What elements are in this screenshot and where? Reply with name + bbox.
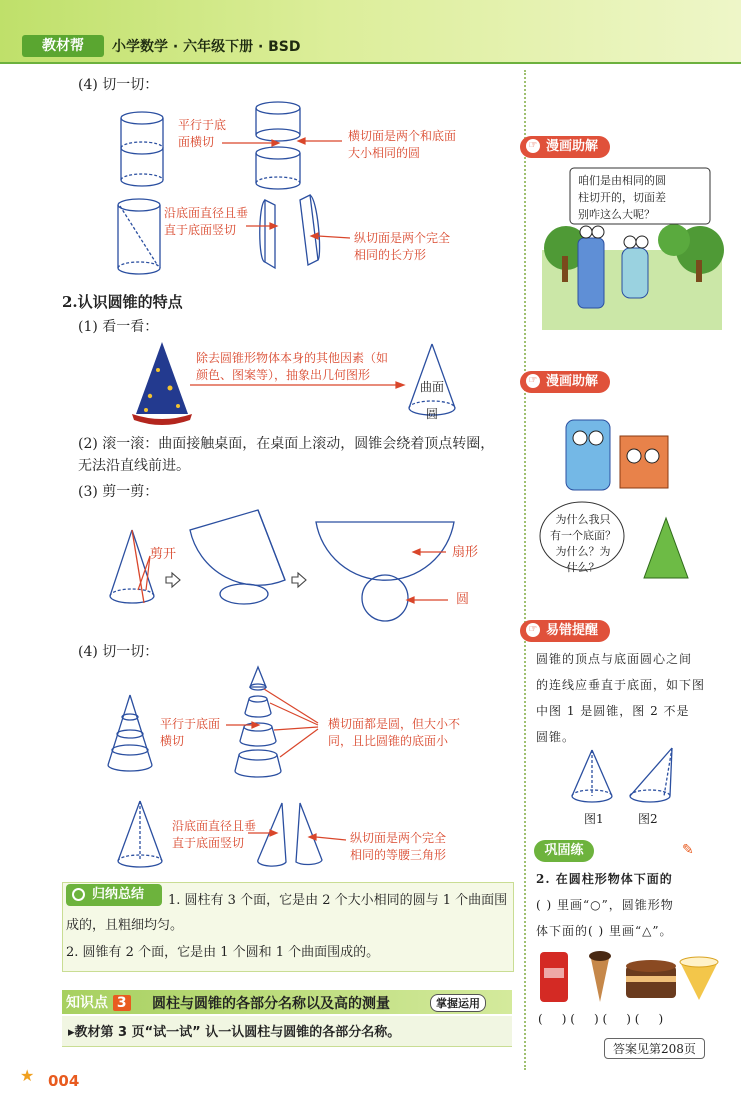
hand-icon: ☞	[526, 374, 540, 388]
header-title: 小学数学 · 六年级下册 · BSD	[112, 39, 301, 55]
comic1-tag: ☞ 漫画助解	[520, 136, 610, 158]
cut1-horizontal-result: 横切面是两个和底面 大小相同的圆	[348, 129, 457, 160]
comic1-bubble: 咱们是由相同的圆 柱切开的，切面差 别咋这么大呢？	[578, 174, 666, 221]
cone-net-diagram	[0, 500, 520, 635]
comic2-bubble: 为什么我只 有一个底面？ 为什么？为 什么？	[550, 513, 616, 574]
star-icon: ★	[20, 1066, 35, 1085]
answer-ref: 答案见第208页	[604, 1038, 705, 1059]
comic2-tag: ☞ 漫画助解	[520, 371, 610, 393]
look-label-circle: 圆	[426, 407, 439, 421]
summary-tag: 归纳总结	[66, 884, 162, 906]
section2-title: 2.认识圆锥的特点	[62, 293, 183, 311]
look-note: 除去圆锥形物体本身的其他因素（如 颜色、图案等），抽象出几何图形	[196, 351, 389, 382]
hand-icon: ☞	[526, 623, 540, 637]
cut-open-label: 剪开	[150, 547, 177, 562]
knowledge-point-badge: 掌握运用	[430, 994, 486, 1012]
summary-line2: 2. 圆锥有 2 个面，它是由 1 个圆和 1 个曲面围成的。	[66, 945, 380, 960]
cut2-heading: (4) 切一切：	[78, 644, 159, 660]
cut2-horizontal-result: 横切面都是圆，但大小不 同，且比圆锥的底面小	[328, 717, 461, 748]
answer-blanks: ( ) ( ) ( ) ( )	[538, 1012, 664, 1026]
cut1-horizontal-label: 平行于底 面横切	[178, 118, 227, 149]
header-tag: 教材帮	[22, 35, 104, 57]
cut2-vertical-result: 纵切面是两个完全 相同的等腰三角形	[350, 831, 447, 862]
practice-objects	[534, 944, 724, 1006]
pencil-icon: ✎	[682, 842, 694, 858]
roll-text: (2) 滚一滚：曲面接触桌面，在桌面上滚动，圆锥会绕着顶点转圈，	[78, 436, 495, 452]
practice-tag: 巩固练	[534, 840, 594, 862]
target-icon	[72, 888, 85, 901]
cut2-vertical-label: 沿底面直径且垂 直于底面竖切	[172, 819, 257, 850]
sector-label: 扇形	[452, 545, 479, 560]
warn-text: 圆锥的顶点与底面圆心之间 的连线应垂直于底面，如下图 中图 1 是圆锥，图 2 不是 圆锥。	[536, 652, 706, 744]
summary-line1b: 成的，且粗细均匀。	[66, 918, 184, 933]
look-heading: (1) 看一看：	[78, 319, 159, 335]
column-divider	[524, 70, 526, 1070]
cut1-vertical-label: 沿底面直径且垂 直于底面竖切	[164, 206, 249, 237]
fig1-label: 图1	[584, 812, 604, 826]
cut1-vertical-result: 纵切面是两个完全 相同的长方形	[354, 231, 451, 262]
fig2-label: 图2	[638, 812, 658, 826]
cut2-horizontal-label: 平行于底面 横切	[160, 717, 221, 748]
cut1-heading: (4) 切一切：	[78, 77, 159, 93]
cut-open-heading: (3) 剪一剪：	[78, 484, 159, 500]
knowledge-point-line: ▸教材第 3 页“试一试” 认一认圆柱与圆锥的各部分名称。	[68, 1025, 401, 1040]
knowledge-point-title: 圆柱与圆锥的各部分名称以及高的测量	[152, 996, 390, 1012]
practice-text: 2. 在圆柱形物体下面的 ( ) 里画“○”，圆锥形物 体下面的( ) 里画“△”。	[536, 872, 674, 938]
hand-icon: ☞	[526, 139, 540, 153]
look-label-curved: 曲面	[420, 380, 445, 394]
knowledge-point-label: 知识点 3	[66, 992, 131, 1012]
roll-text-cont: 无法沿直线前进。	[78, 458, 190, 474]
summary-line1: 1. 圆柱有 3 个面，它是由 2 个大小相同的圆与 1 个曲面围	[168, 893, 508, 908]
warn-figures	[560, 746, 710, 808]
circle-label: 圆	[456, 592, 470, 607]
warn-tag: ☞ 易错提醒	[520, 620, 610, 642]
page-number: 004	[48, 1072, 80, 1090]
